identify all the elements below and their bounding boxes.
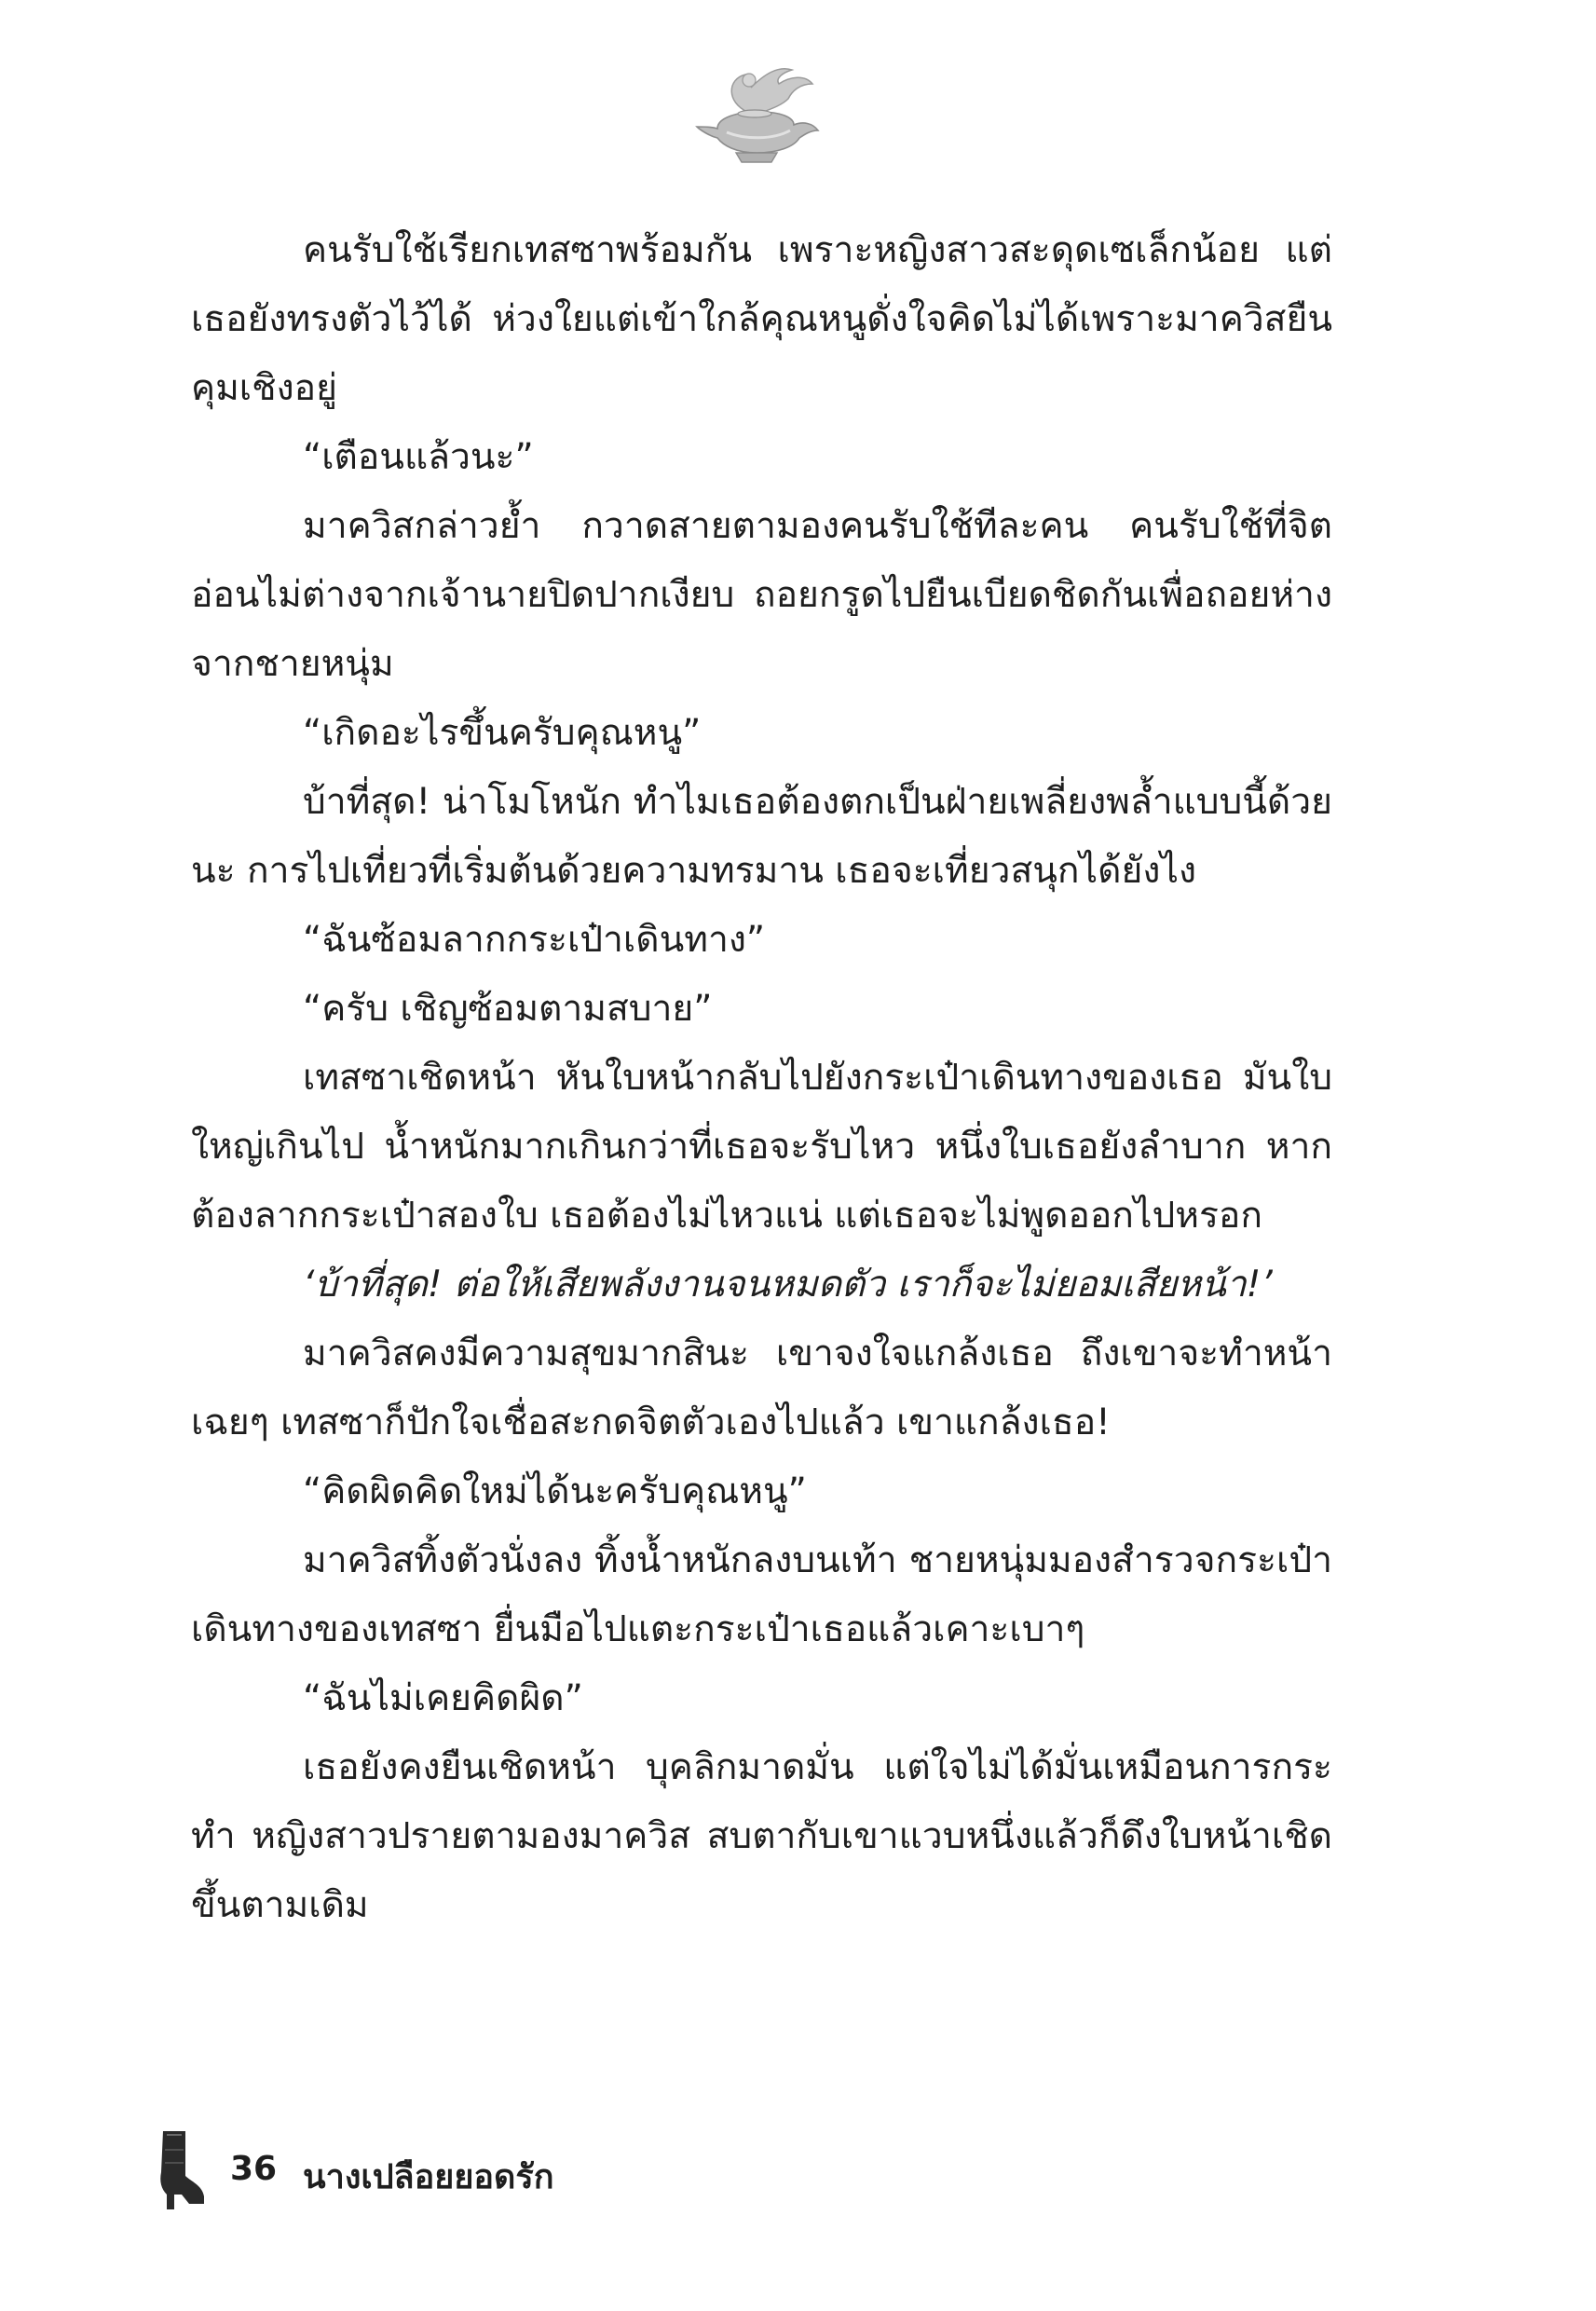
genie-lamp-icon: [689, 47, 829, 168]
dialogue-line: “ฉันซ้อมลากกระเป๋าเดินทาง”: [303, 919, 766, 961]
dialogue-line: “เตือนแล้วนะ”: [303, 436, 534, 478]
page-number: 36: [230, 2150, 278, 2188]
paragraph: มาควิสคงมีความสุขมากสินะ เขาจงใจแกล้งเธอ ถึงเขาจะทำหน้าเฉยๆ เทสซาก็ปักใจเชื่อสะกดจิตตัวเองไปแล้ว เขาแกล้งเธอ!: [191, 1333, 1332, 1443]
book-title: นางเปลือยยอดรัก: [303, 2158, 554, 2196]
paragraph: เทสซาเชิดหน้า หันใบหน้ากลับไปยังกระเป๋าเดินทางของเธอ มันใบใหญ่เกินไป น้ำหนักมากเกินกว่าที่เธอจะรับไหว หนึ่งใบเธอยังลำบาก หากต้องลากกระเป๋าสองใบ เธอต้องไม่ไหวแน่ แต่เธอจะไม่พูดออกไปหรอก: [191, 1057, 1332, 1237]
paragraph: เธอยังคงยืนเชิดหน้า บุคลิกมาดมั่น แต่ใจไม่ได้มั่นเหมือนการกระทำ หญิงสาวปรายตามองมาควิส สบตากับเขาแวบหนึ่งแล้วก็ดึงใบหน้าเชิดขึ้นตามเดิม: [191, 1746, 1332, 1926]
paragraph: บ้าที่สุด! น่าโมโหนัก ทำไมเธอต้องตกเป็นฝ่ายเพลี่ยงพล้ำแบบนี้ด้วยนะ การไปเที่ยวที่เริ่มต้นด้วยความทรมาน เธอจะเที่ยวสนุกได้ยังไง: [191, 781, 1332, 892]
page-footer: [154, 2129, 806, 2213]
dialogue-line: “เกิดอะไรขึ้นครับคุณหนู”: [303, 712, 702, 754]
dialogue-line: “ครับ เชิญซ้อมตามสบาย”: [303, 988, 713, 1030]
dialogue-line: “คิดผิดคิดใหม่ได้นะครับคุณหนู”: [303, 1470, 807, 1512]
paragraph: คนรับใช้เรียกเทสซาพร้อมกัน เพราะหญิงสาวสะดุดเซเล็กน้อย แต่เธอยังทรงตัวไว้ได้ ห่วงใยแต่เข้าใกล้คุณหนูดั่งใจคิดไม่ได้เพราะมาควิสยืนคุมเชิงอยู่: [191, 229, 1332, 409]
paragraph: มาควิสกล่าวย้ำ กวาดสายตามองคนรับใช้ทีละคน คนรับใช้ที่จิตอ่อนไม่ต่างจากเจ้านายปิดปากเงียบ ถอยกรูดไปยืนเบียดชิดกันเพื่อถอยห่างจากชายหนุ่ม: [191, 505, 1332, 685]
story-text: [191, 216, 1332, 1940]
paragraph: มาควิสทิ้งตัวนั่งลง ทิ้งน้ำหนักลงบนเท้า ชายหนุ่มมองสำรวจกระเป๋าเดินทางของเทสซา ยื่นมือไปแตะกระเป๋าเธอแล้วเคาะเบาๆ: [191, 1539, 1332, 1650]
inner-thought-line: ‘บ้าที่สุด! ต่อให้เสียพลังงานจนหมดตัว เราก็จะไม่ยอมเสียหน้า!’: [303, 1264, 1273, 1306]
boot-icon: [154, 2129, 208, 2211]
dialogue-line: “ฉันไม่เคยคิดผิด”: [303, 1677, 583, 1719]
